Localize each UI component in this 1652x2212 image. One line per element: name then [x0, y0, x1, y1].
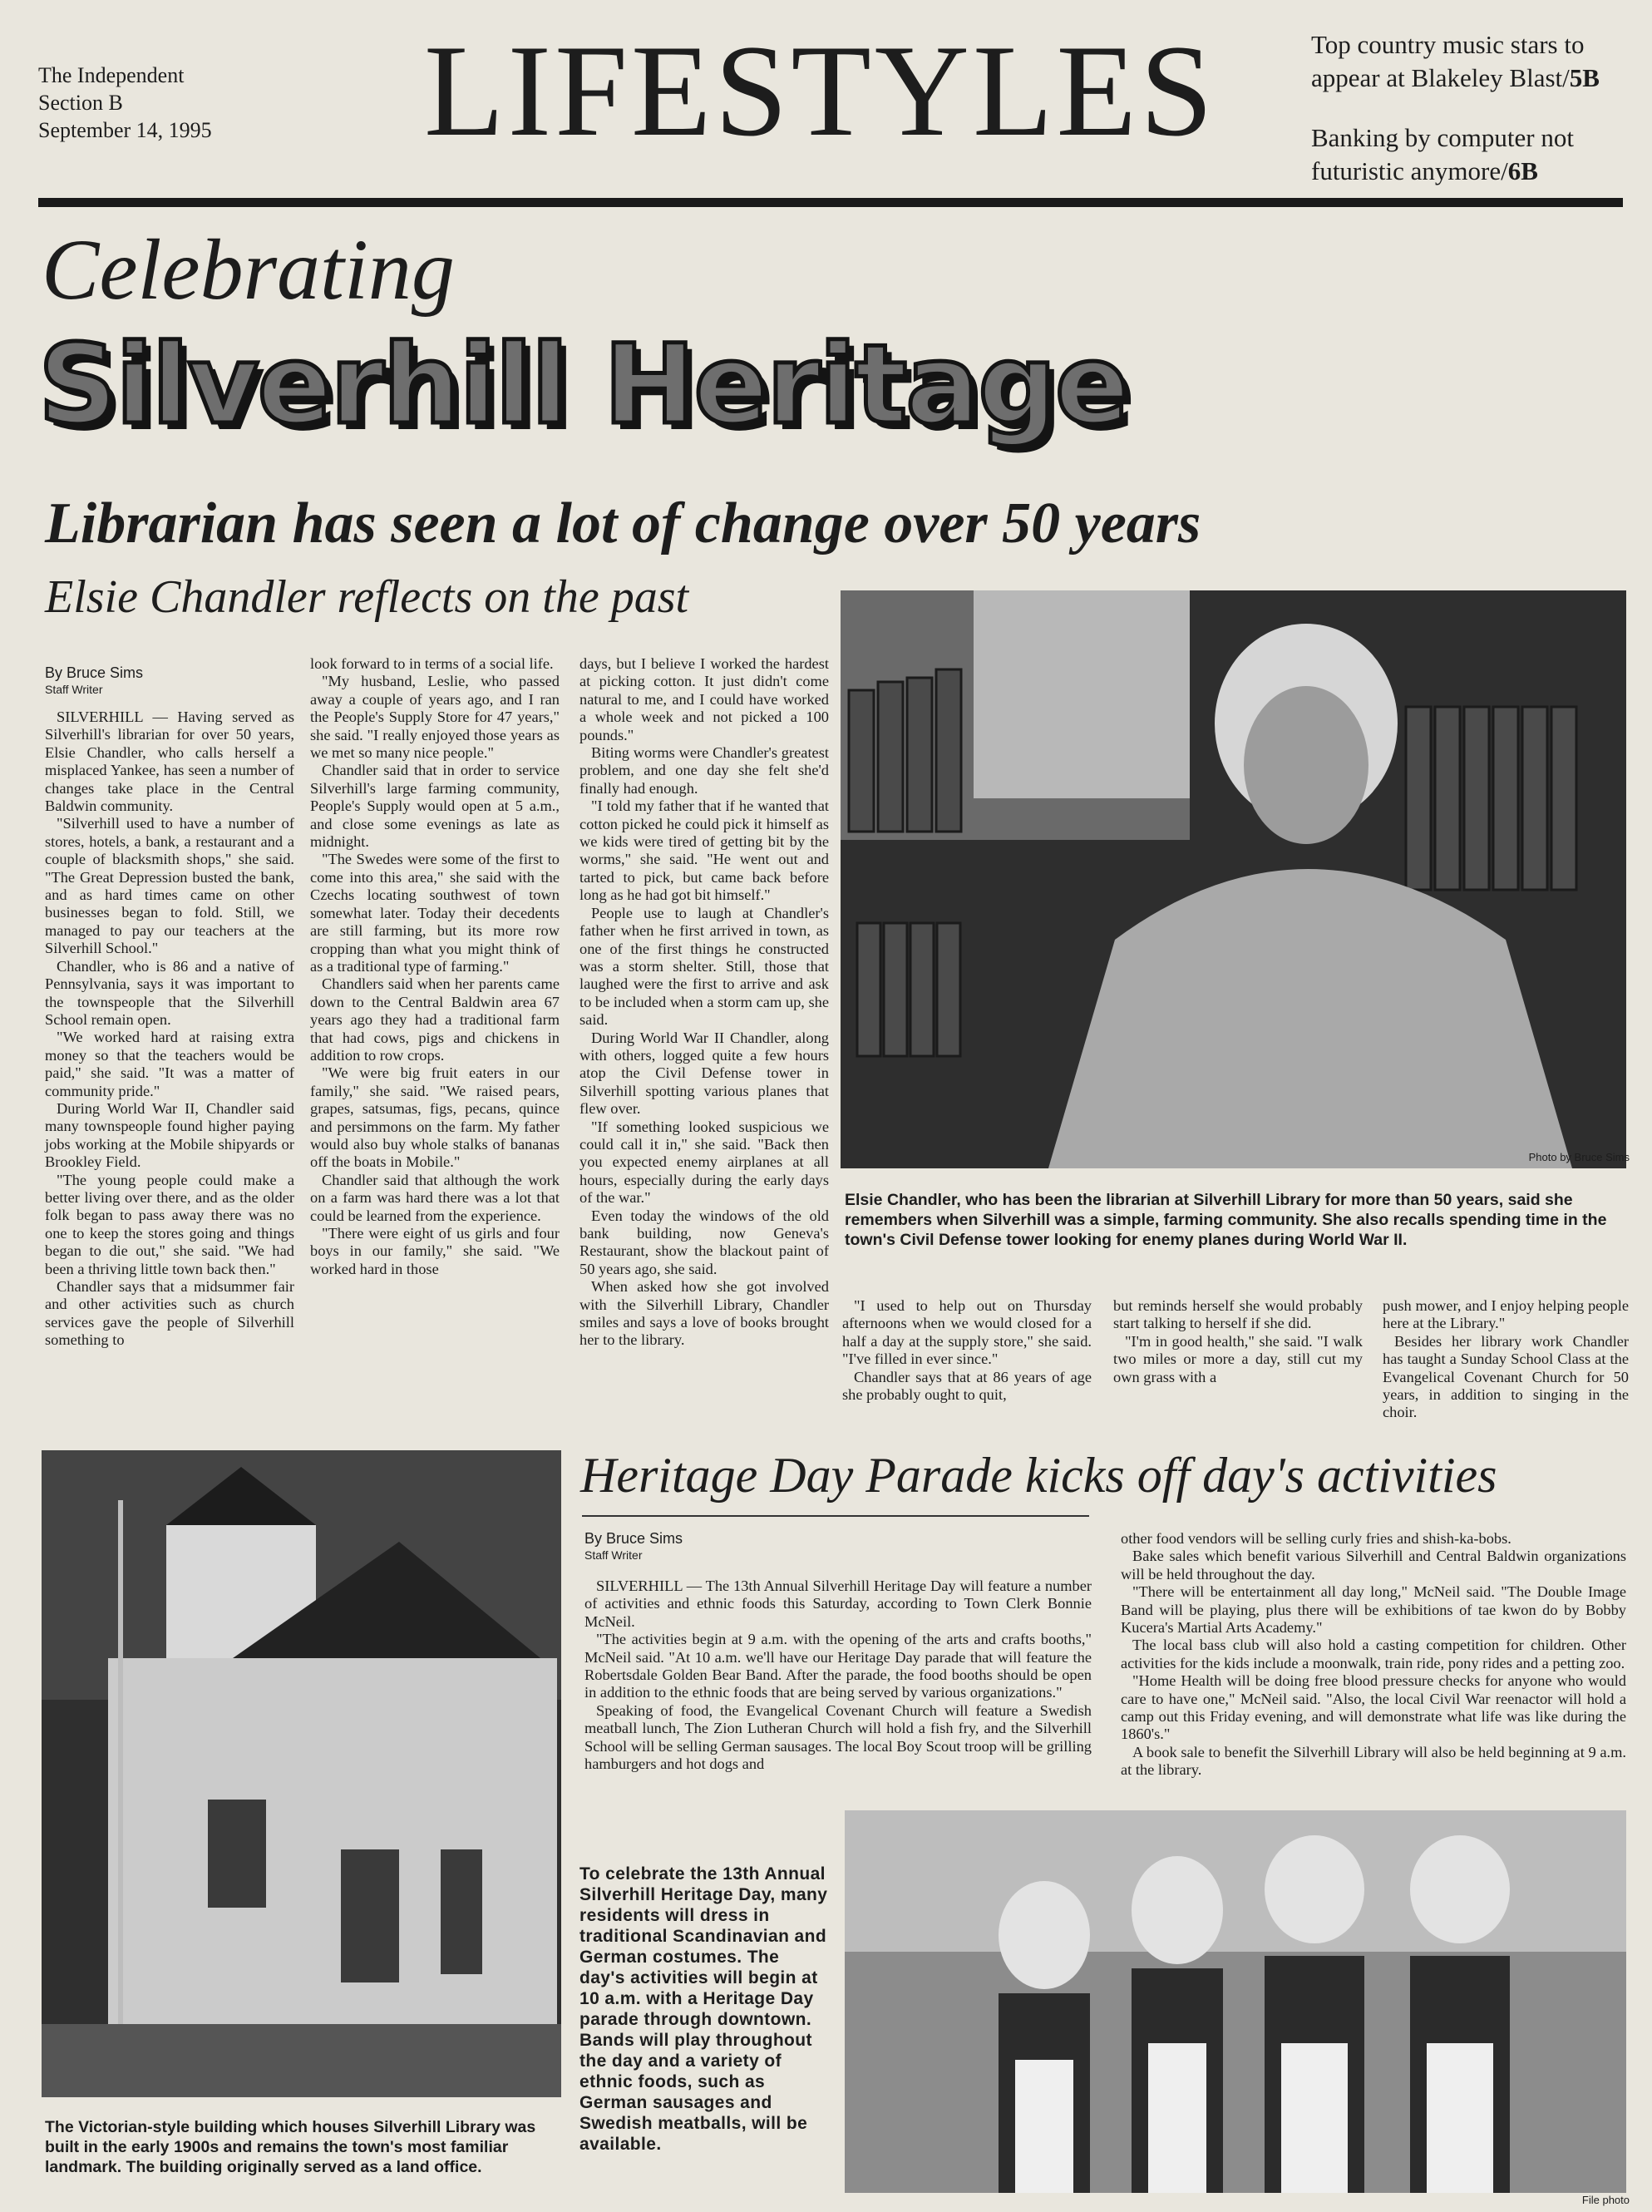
- librarian-photo: [841, 590, 1626, 1168]
- headline-deck: Librarian has seen a lot of change over 50 years: [45, 491, 1201, 555]
- paragraph: "I told my father that if he wanted that cotton picked he could pick it himself as we kids were tired of getting bit by the worms," she said. "He went out and tarted to pick, but came back before long as he had got bit himself.": [579, 797, 829, 904]
- library-photo-caption: The Victorian-style building which houses Silverhill Library was built in the early 1900s and remains the town's most familiar landmark. The building originally served as a land office.: [45, 2118, 536, 2176]
- byline-name: By Bruce Sims: [45, 664, 144, 681]
- paragraph: SILVERHILL — Having served as Silverhill's librarian for over 50 years, Elsie Chandler, who calls herself a misplaced Yankee, has seen a number of changes take place in the Central Baldwin community.: [45, 709, 294, 815]
- paragraph: "If something looked suspicious we could call it in," she said. "Back then you expected enemy airplanes at all hours, especially during the early days of the war.": [579, 1118, 829, 1207]
- paragraph: Chandlers said when her parents came down to the Central Baldwin area 67 years ago they had a traditional farm that had cows, pigs and chickens in addition to row crops.: [310, 975, 560, 1064]
- paragraph: People use to laugh at Chandler's father when he first arrived in town, as one of the first things he constructed was a storm shelter. Still, those that laughed were the first to arrive and ask to be included when a storm cam up, she said.: [579, 904, 829, 1029]
- librarian-photo-art: [841, 590, 1626, 1168]
- paragraph: Chandler, who is 86 and a native of Pennsylvania, says it was important to the townspeople that the Silverhill School remain open.: [45, 957, 294, 1028]
- story-column-5: [1113, 1297, 1363, 1386]
- headline-kicker: Celebrating: [42, 222, 455, 318]
- paragraph: Speaking of food, the Evangelical Covenant Church will feature a Swedish meatball lunch, The Zion Lutheran Church will hold a fish fry, and the Silverhill School will be selling German sausages. The local Boy Scout troop will be grilling hamburgers and hot dogs and: [584, 1701, 1092, 1773]
- parade-headline: Heritage Day Parade kicks off day's activities: [580, 1448, 1497, 1503]
- masthead-rule: [38, 198, 1623, 207]
- paragraph: "The young people could make a better living over there, and as the older folk began to pass away there was no one to keep the stores going and things began to die out," she said. "We had been a thriving little town back then.": [45, 1171, 294, 1277]
- teaser-1-page: 5B: [1569, 63, 1600, 92]
- section-label: Section B: [38, 91, 123, 115]
- paragraph: The local bass club will also hold a casting competition for children. Other activities for the kids include a moonwalk, train ride, pony rides and a petting zoo.: [1121, 1637, 1626, 1671]
- paragraph: push mower, and I enjoy helping people here at the Library.": [1383, 1297, 1629, 1332]
- main-headline: Silverhill Heritage: [38, 321, 1128, 449]
- paragraph: "There will be entertainment all day long," McNeil said. "The Double Image Band will be playing, plus there will be exhibitions of tae kwon do by Bobby Kucera's Martial Arts Academy.": [1121, 1583, 1626, 1637]
- photo-caption: Elsie Chandler, who has been the librarian at Silverhill Library for more than 50 years, said she remembers when Silverhill was a simple, farming community. She also recalls spending time in the town's Civil Defense tower looking for enemy planes during World War II.: [845, 1191, 1607, 1249]
- headline-subdeck: Elsie Chandler reflects on the past: [45, 571, 689, 623]
- teaser-1-text: Top country music stars to appear at Blakeley Blast/: [1311, 30, 1585, 92]
- paragraph: "I used to help out on Thursday afternoons when we would closed for a half a day at the supply store," she said. "I've filled in ever since.": [842, 1297, 1092, 1368]
- paragraph: but reminds herself she would probably start talking to herself if she did.: [1113, 1297, 1363, 1332]
- paragraph: days, but I believe I worked the hardest at picking cotton. It just didn't come natural to me, and I could have worked a whole week and not picked a 100 pounds.": [579, 655, 829, 743]
- byline: [584, 1530, 834, 1563]
- masthead-info: [38, 62, 288, 144]
- parade-story-column-2: [1121, 1530, 1626, 1780]
- paper-name: The Independent: [38, 63, 185, 87]
- paragraph: "I'm in good health," she said. "I walk two miles or more a day, still cut my own grass with a: [1113, 1332, 1363, 1385]
- paragraph: Chandler says that at 86 years of age she probably ought to quit,: [842, 1368, 1092, 1404]
- paragraph: Chandler said that although the work on a farm was hard there was a lot that could be learned from the experience.: [310, 1171, 560, 1224]
- paragraph: "There were eight of us girls and four boys in our family," she said. "We worked hard in those: [310, 1225, 560, 1277]
- story-rule: [582, 1515, 1089, 1517]
- paragraph: During World War II, Chandler said many townspeople found higher paying jobs working at the Mobile shipyards or Brookley Field.: [45, 1099, 294, 1171]
- library-building-photo-art: [42, 1450, 561, 2097]
- paragraph: Even today the windows of the old bank building, now Geneva's Restaurant, show the blackout paint of 50 years ago, she said.: [579, 1207, 829, 1277]
- teaser-2[interactable]: [1311, 121, 1644, 188]
- paragraph: Besides her library work Chandler has taught a Sunday School Class at the Evangelical Covenant Church for 50 years, in addition to singing in the choir.: [1383, 1332, 1629, 1421]
- teaser-2-page: 6B: [1507, 156, 1538, 185]
- paragraph: When asked how she got involved with the Silverhill Library, Chandler smiles and says a love of books brought her to the library.: [579, 1278, 829, 1349]
- paragraph: During World War II Chandler, along with others, logged quite a few hours atop the Civil Defense tower in Silverhill spotting various planes that flew over.: [579, 1029, 829, 1118]
- paragraph: "The activities begin at 9 a.m. with the opening of the arts and crafts booths," McNeil said. "At 10 a.m. we'll have our Heritage Day parade that will feature the Robertsdale Golden Bear Band. After the parade, the food booths should be open in addition to the ethnic foods that are being served by various organizations.": [584, 1631, 1092, 1701]
- paragraph: Biting worms were Chandler's greatest problem, and one day she felt she'd finally had enough.: [579, 744, 829, 797]
- paragraph: SILVERHILL — The 13th Annual Silverhill Heritage Day will feature a number of activities and ethnic foods this Saturday, according to Town Clerk Bonnie McNeil.: [584, 1578, 1092, 1630]
- photo-credit: File photo: [1581, 2194, 1630, 2206]
- story-column-4: [842, 1297, 1092, 1404]
- paragraph: A book sale to benefit the Silverhill Library will also be held beginning at 9 a.m. at the library.: [1121, 1743, 1626, 1779]
- paragraph: "The Swedes were some of the first to come into this area," she said with the Czechs locating southwest of town somewhat later. Today their decedents are still farming, but its more row cropping than what you might think of as a traditional type of farming.": [310, 851, 560, 975]
- story-column-6: [1383, 1297, 1629, 1422]
- paragraph: other food vendors will be selling curly fries and shish-ka-bobs.: [1121, 1530, 1511, 1547]
- paragraph: "We worked hard at raising extra money so that the teachers would be paid," she said. "It was a matter of community pride.": [45, 1029, 294, 1099]
- photo-credit: Photo by Bruce Sims: [1528, 1151, 1630, 1163]
- costumed-residents-photo: [845, 1810, 1626, 2193]
- paragraph: Chandler says that a midsummer fair and other activities such as church services gave the people of Silverhill something to: [45, 1278, 294, 1349]
- story-column-1: [45, 709, 294, 1350]
- paragraph: "Silverhill used to have a number of stores, hotels, a bank, a restaurant and a couple of blacksmith shops," she said. "The Great Depression busted the bank, and as hard times came on other businesses began to fold. Still, we managed to pay our teachers at the Silverhill School.": [45, 815, 294, 957]
- costume-photo-caption: To celebrate the 13th Annual Silverhill Heritage Day, many residents will dress in traditional Scandinavian and German costumes. The day's activities will begin at 10 a.m. with a Heritage Day parade through downtown. Bands will play throughout the day and a variety of ethnic foods, such as German sausages and Swedish meatballs, will be available.: [579, 1864, 828, 2154]
- paragraph: Chandler said that in order to service Silverhill's large farming community, People's Supply would open at 5 a.m., and close some evenings as late as midnight.: [310, 762, 560, 851]
- library-building-photo: [42, 1450, 561, 2097]
- parade-story-column-1: [584, 1578, 1092, 1773]
- teaser-1[interactable]: [1311, 28, 1644, 95]
- paragraph: "We were big fruit eaters in our family," she said. "We raised pears, grapes, satsumas, figs, pecans, quince and persimmons on the farm. My father would also buy whole stalks of bananas off the boats in Mobile.": [310, 1064, 560, 1171]
- paragraph: "My husband, Leslie, who passed away a couple of years ago, and I ran the People's Supply Store for 47 years," she said. "I really enjoyed those years as we met so many nice people.": [310, 673, 560, 762]
- story-column-2: [310, 655, 560, 1278]
- paragraph: look forward to in terms of a social life.: [310, 655, 554, 672]
- byline-role: Staff Writer: [45, 683, 103, 696]
- story-column-3: [579, 655, 829, 1350]
- paragraph: Bake sales which benefit various Silverhill and Central Baldwin organizations will be held throughout the day.: [1121, 1548, 1626, 1582]
- byline-role: Staff Writer: [584, 1548, 643, 1562]
- issue-date: September 14, 1995: [38, 118, 212, 142]
- costumed-residents-photo-art: [845, 1810, 1626, 2193]
- section-title: LIFESTYLES: [424, 18, 1216, 164]
- byline-name: By Bruce Sims: [584, 1530, 683, 1547]
- teaser-2-text: Banking by computer not futuristic anymore/: [1311, 123, 1574, 185]
- byline: [45, 664, 294, 698]
- paragraph: "Home Health will be doing free blood pressure checks for anyone who would care to have one," McNeil said. "Also, the local Civil War reenactor will hold a camp out this Friday evening, and will demonstrate what life was like during the 1860's.": [1121, 1672, 1626, 1743]
